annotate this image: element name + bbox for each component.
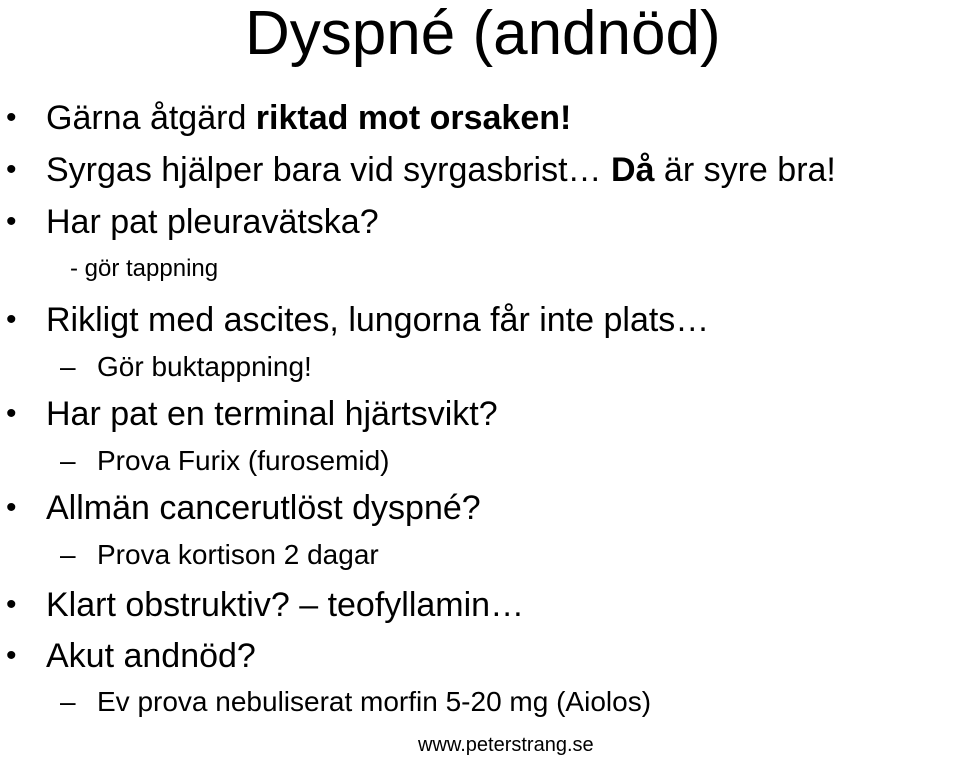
bullet-text xyxy=(46,98,571,138)
footer-url: www.peterstrang.se xyxy=(418,734,594,756)
bullet-text: Rikligt med ascites, lungorna får inte plats… xyxy=(46,301,710,339)
bullet-text-plain: Syrgas hjälper bara vid syrgasbrist… xyxy=(46,151,612,189)
dash-marker: – xyxy=(60,445,76,476)
bullet-marker: • xyxy=(6,101,17,134)
bullet-text-bold: riktad mot orsaken! xyxy=(255,99,572,137)
bullet-text xyxy=(46,150,836,190)
sub-note: - gör tappning xyxy=(70,255,219,282)
dash-marker: – xyxy=(60,351,76,382)
bullet-text: Allmän cancerutlöst dyspné? xyxy=(46,489,481,527)
bullet-marker: • xyxy=(6,639,17,672)
bullet-marker: • xyxy=(6,153,17,186)
dash-marker: – xyxy=(60,686,76,717)
bullet-marker: • xyxy=(6,303,17,336)
sub-bullet-text: Prova kortison 2 dagar xyxy=(97,539,379,570)
bullet-text: Akut andnöd? xyxy=(46,637,256,675)
sub-bullet-text: Gör buktappning! xyxy=(97,351,312,382)
bullet-text: Har pat en terminal hjärtsvikt? xyxy=(46,395,498,433)
bullet-text: Klart obstruktiv? – teofyllamin… xyxy=(46,586,525,624)
bullet-marker: • xyxy=(6,491,17,524)
bullet-text: Har pat pleuravätska? xyxy=(46,203,379,241)
bullet-text-plain: Gärna åtgärd xyxy=(46,99,256,137)
sub-bullet-text: Prova Furix (furosemid) xyxy=(97,445,390,476)
bullet-text-bold: Då xyxy=(611,151,655,189)
bullet-text-plain: är syre bra! xyxy=(654,151,836,189)
bullet-marker: • xyxy=(6,205,17,238)
slide-title: Dyspné (andnöd) xyxy=(245,0,721,68)
dash-marker: – xyxy=(60,539,76,570)
sub-bullet-text: Ev prova nebuliserat morfin 5-20 mg (Aiolos) xyxy=(97,686,652,717)
bullet-marker: • xyxy=(6,397,17,430)
bullet-marker: • xyxy=(6,588,17,621)
